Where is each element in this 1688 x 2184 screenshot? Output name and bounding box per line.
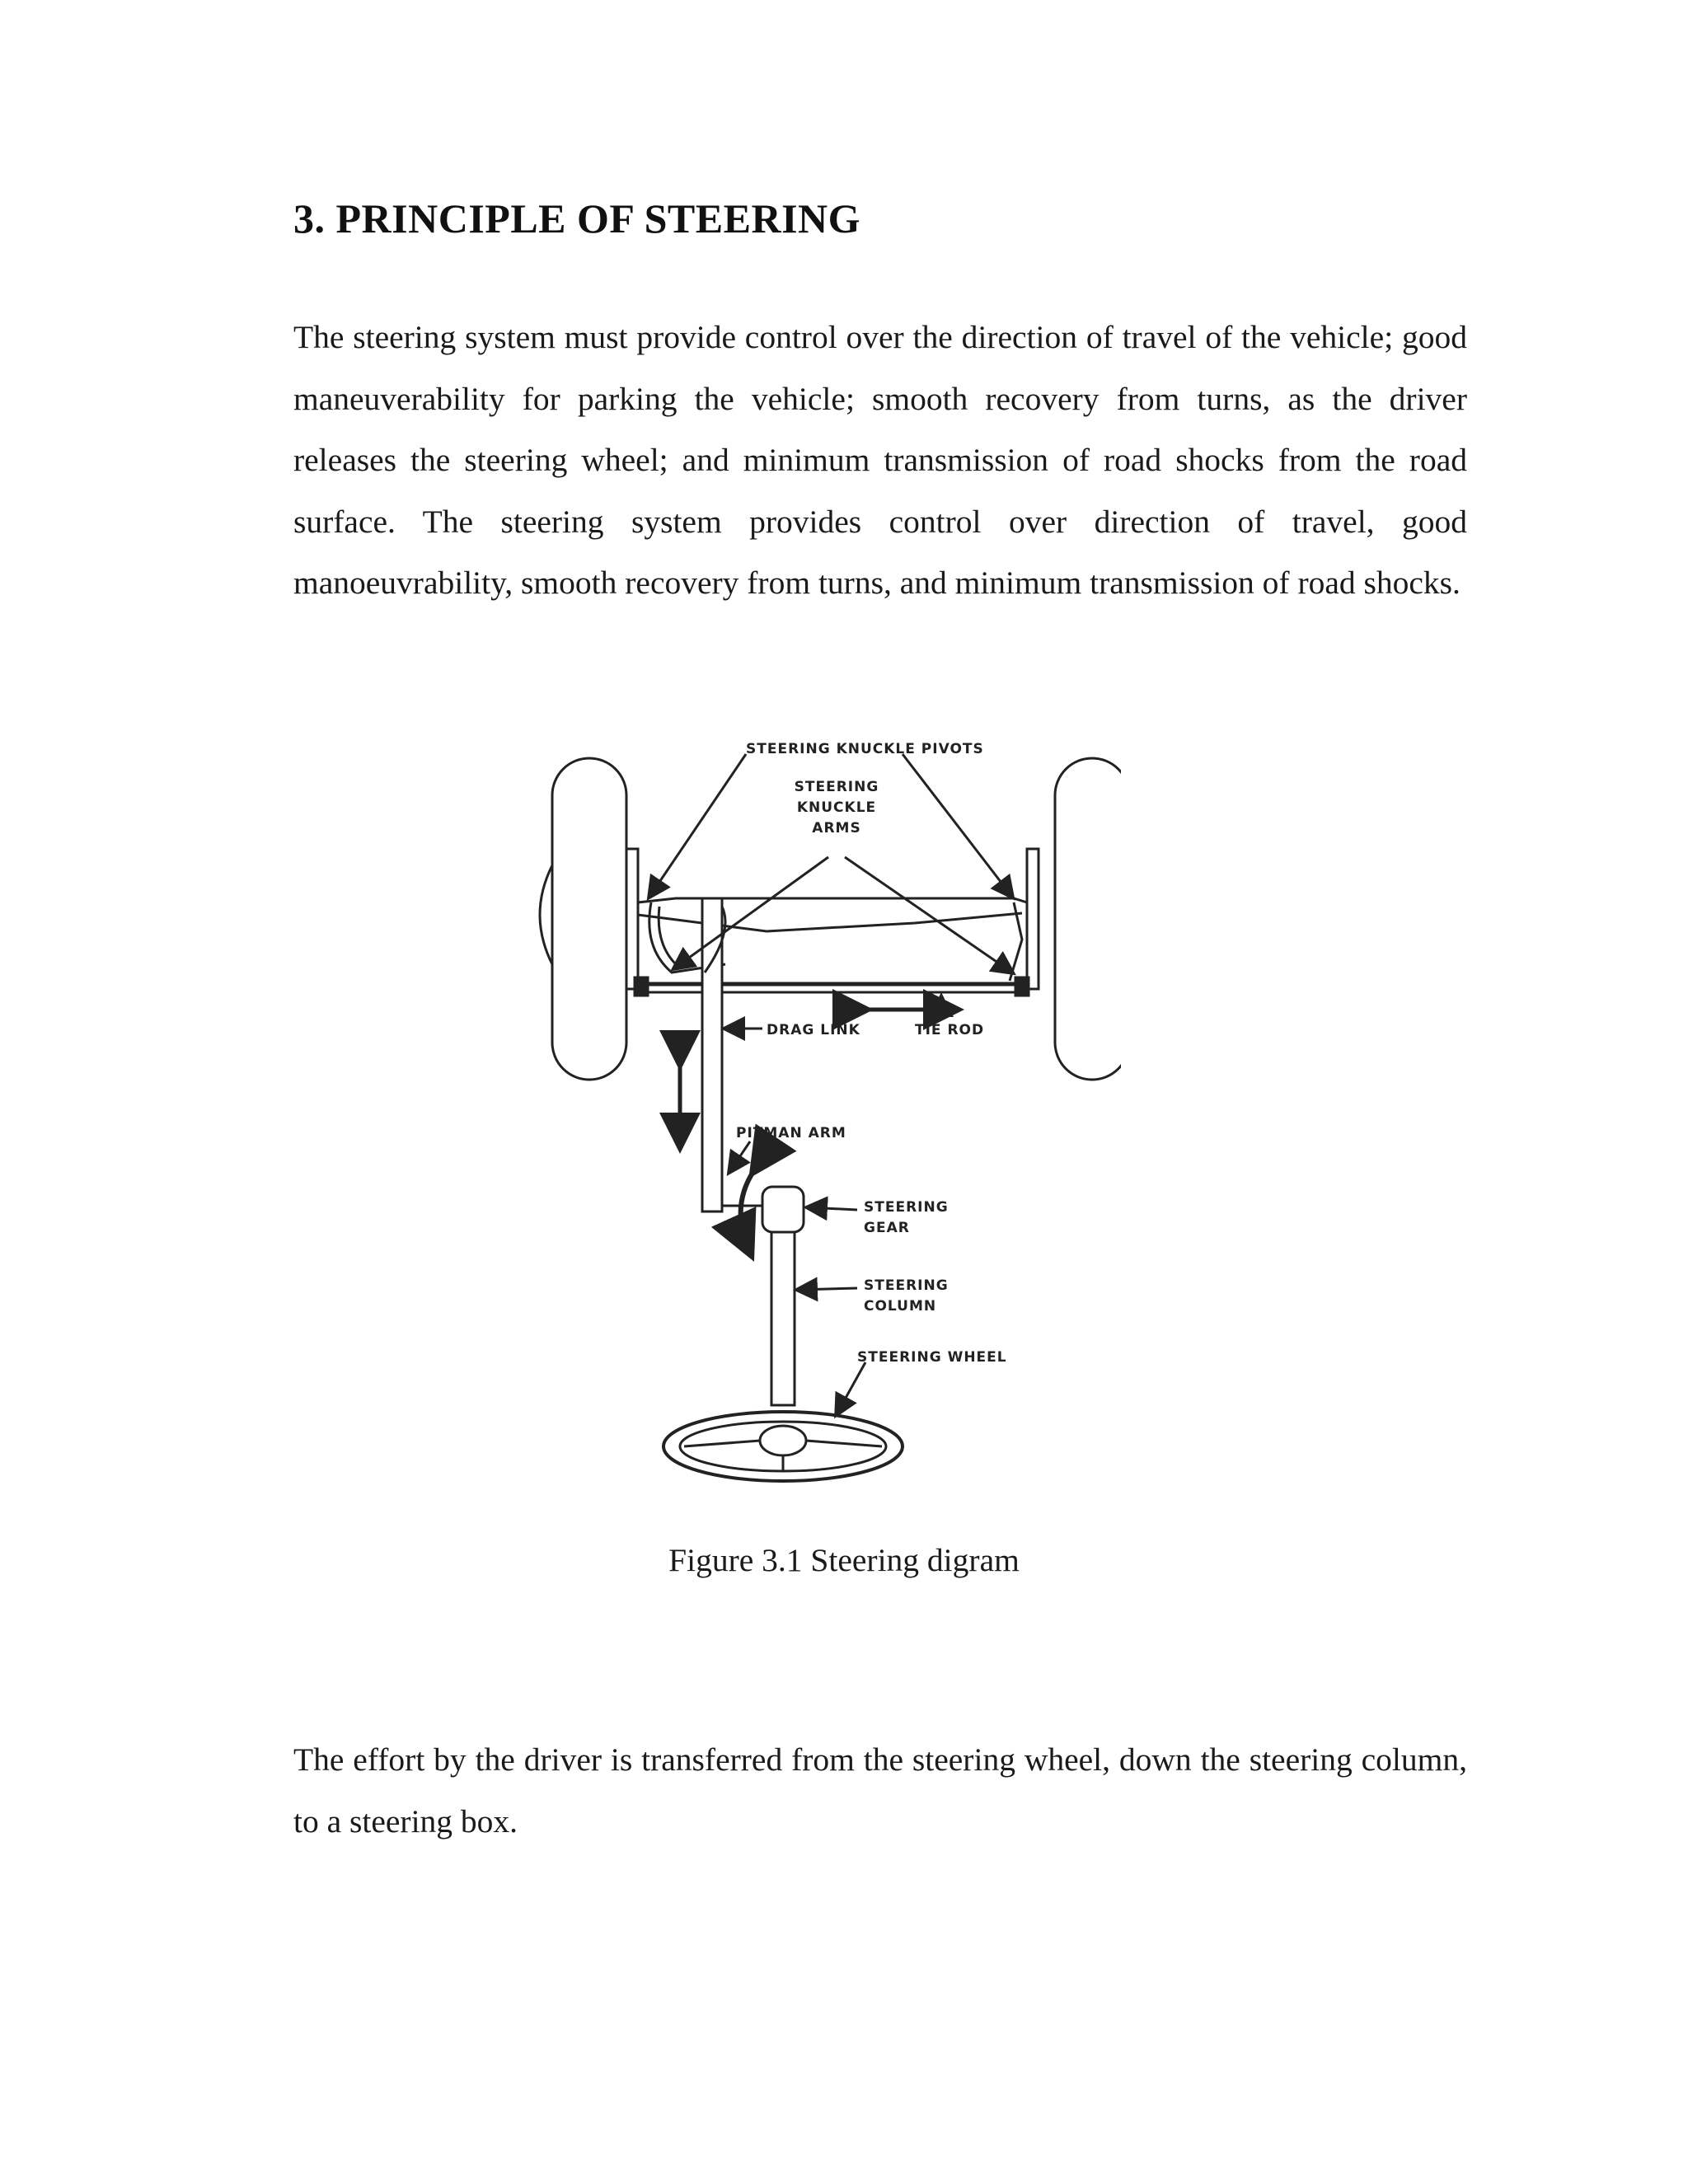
figure-caption: Figure 3.1 Steering digram [668,1542,1020,1578]
label-tie-rod: TIE ROD [915,1022,985,1038]
label-knuckle-arms-line1: STEERING [794,779,879,795]
left-wheel [540,758,638,1080]
label-steering-column-line2: COLUMN [864,1298,937,1315]
intro-paragraph: The steering system must provide control over the direction of travel of the vehicle; good maneuverability for parking the vehicle; smooth recovery from turns, as the driver releases the steering wheel; and minimum transmission of road shocks from the road surface. The steering system provides control over direction of travel, good manoeuvrability, smooth recovery from turns, and minimum transmission of road shocks. [293,319,1467,601]
label-pitman-arm: PITMAN ARM [736,1125,846,1141]
steering-gear [722,1187,804,1232]
label-knuckle-pivots: STEERING KNUCKLE PIVOTS [746,741,984,757]
label-steering-gear-line2: GEAR [864,1220,910,1236]
label-steering-column-line1: STEERING [864,1277,949,1294]
label-knuckle-arms-line3: ARMS [812,820,861,837]
label-drag-link: DRAG LINK [767,1022,860,1038]
closing-paragraph: The effort by the driver is transferred from the steering wheel, down the steering column, to a steering box. [293,1741,1467,1840]
label-steering-wheel: STEERING WHEEL [857,1349,1007,1366]
steering-wheel [663,1412,903,1481]
right-wheel [1027,758,1121,1080]
axle [635,898,1029,996]
label-knuckle-arms-line2: KNUCKLE [796,799,877,816]
steering-column [771,1232,795,1405]
section-heading: 3. PRINCIPLE OF STEERING [293,195,861,241]
steering-diagram [528,725,1121,1508]
label-steering-gear-line1: STEERING [864,1199,949,1216]
